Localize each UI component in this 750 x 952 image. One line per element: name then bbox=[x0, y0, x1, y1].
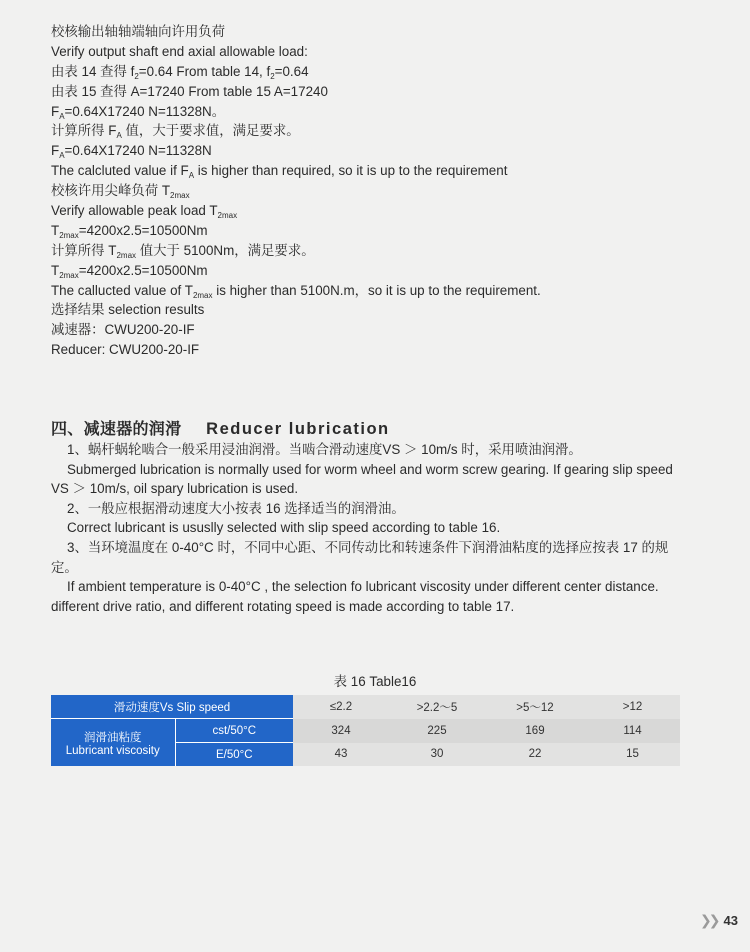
calc-line bbox=[51, 261, 701, 281]
calc-line: 减速器：CWU200-20-IF bbox=[51, 322, 195, 338]
calc-text: 值，大于要求值，满足要求。 bbox=[121, 123, 300, 139]
calc-line bbox=[51, 161, 701, 181]
table-cell: 114 bbox=[585, 719, 680, 743]
section-title-cn: 四、减速器的润滑 bbox=[51, 421, 182, 438]
section-title bbox=[51, 416, 390, 439]
table-cell: 43 bbox=[293, 743, 389, 767]
para-2-en: Correct lubricant is ususlly selected with slip speed according to table 16. bbox=[67, 520, 501, 536]
table-cell: 169 bbox=[485, 719, 585, 743]
viscosity-header-cn: 润滑油粘度 bbox=[84, 731, 142, 744]
subscript: A bbox=[59, 151, 65, 161]
table-row bbox=[51, 719, 680, 743]
calculation-block bbox=[51, 22, 701, 360]
calc-text: F bbox=[51, 103, 60, 119]
calc-text: T bbox=[51, 262, 60, 278]
para-3-cn: 3、当环境温度在 0-40°C 时，不同中心距、不同传动比和转速条件下润滑油粘度的选择应按表 17 的规定。 bbox=[51, 539, 669, 575]
calc-line bbox=[51, 281, 701, 301]
double-chevron-icon: ❯❯ bbox=[700, 912, 718, 928]
calc-text: 计算所得 F bbox=[51, 123, 117, 139]
calc-text: 校核许用尖峰负荷 T bbox=[51, 183, 171, 199]
viscosity-header-en: Lubricant viscosity bbox=[65, 744, 160, 757]
calc-line: 选择结果 selection results bbox=[51, 302, 205, 318]
slip-speed-header: 滑动速度Vs Slip speed bbox=[51, 695, 293, 719]
calc-text: 值大于 5100Nm，满足要求。 bbox=[136, 242, 315, 258]
lubrication-paragraphs bbox=[51, 440, 683, 616]
calc-text: =0.64X17240 N=11328N。 bbox=[64, 103, 226, 119]
calc-line: Reducer: CWU200-20-IF bbox=[51, 342, 200, 358]
calc-line bbox=[51, 221, 701, 241]
table-cell: >5～12 bbox=[485, 695, 585, 719]
calc-line: Verify output shaft end axial allowable load: bbox=[51, 43, 308, 59]
subscript: 2max bbox=[59, 230, 79, 240]
subscript: 2max bbox=[170, 191, 190, 201]
table-cell: 30 bbox=[389, 743, 485, 767]
calc-line bbox=[51, 181, 701, 201]
calc-text: =0.64X17240 N=11328N bbox=[64, 143, 212, 159]
viscosity-header bbox=[51, 719, 175, 767]
calc-text: T bbox=[51, 222, 60, 238]
para-1-en: Submerged lubrication is normally used for worm wheel and worm screw gearing. If gearing slip speed VS ＞ 10m/s, oil spary lubrication is used. bbox=[51, 461, 673, 497]
table-cell: 225 bbox=[389, 719, 485, 743]
subscript: 2max bbox=[116, 250, 137, 260]
subscript: 2max bbox=[192, 290, 213, 300]
para-1-cn: 1、蜗杆蜗轮啮合一般采用浸油润滑。当啮合滑动速度VS ＞ 10m/s 时，采用喷油润滑。 bbox=[67, 442, 582, 457]
page-footer bbox=[700, 912, 738, 929]
table-row bbox=[51, 695, 680, 719]
table-cell: 15 bbox=[585, 743, 680, 767]
calc-line bbox=[51, 141, 701, 161]
calc-text: is higher than required, so it is up to the requirement bbox=[194, 163, 508, 179]
subscript: 2 bbox=[270, 71, 275, 81]
calc-text: is higher than 5100N.m，so it is up to the requirement. bbox=[212, 282, 541, 298]
calc-text: =4200x2.5=10500Nm bbox=[78, 222, 208, 238]
table-caption: 表 16 Table16 bbox=[333, 674, 417, 689]
subscript: 2max bbox=[59, 270, 79, 280]
table-cell: 22 bbox=[485, 743, 585, 767]
calc-line bbox=[51, 62, 701, 82]
calc-line bbox=[51, 201, 701, 221]
table-cell: >2.2～5 bbox=[389, 695, 485, 719]
lubricant-table bbox=[51, 695, 680, 766]
subscript: 2 bbox=[134, 71, 139, 81]
subscript: 2max bbox=[217, 211, 238, 221]
calc-text: 计算所得 T bbox=[51, 242, 117, 258]
calc-text: =0.64 bbox=[274, 63, 309, 79]
calc-text: The calcluted value if F bbox=[51, 163, 189, 179]
para-2-cn: 2、一般应根据滑动速度大小按表 16 选择适当的润滑油。 bbox=[67, 500, 405, 516]
calc-text: Verify allowable peak load T bbox=[51, 203, 218, 219]
calc-line bbox=[51, 121, 701, 141]
calc-text: The callucted value of T bbox=[51, 282, 193, 298]
page-number: 43 bbox=[723, 913, 738, 928]
table-cell: 324 bbox=[293, 719, 389, 743]
calc-line bbox=[51, 102, 701, 122]
calc-line: 由表 15 查得 A=17240 From table 15 A=17240 bbox=[51, 83, 328, 99]
unit-cell: cst/50°C bbox=[175, 719, 293, 743]
calc-text: 由表 14 查得 f bbox=[51, 63, 135, 79]
subscript: A bbox=[116, 131, 122, 141]
calc-line: 校核输出轴轴端轴向许用负荷 bbox=[51, 24, 226, 39]
para-3-en: If ambient temperature is 0-40°C , the selection fo lubricant viscosity under different center distance. different drive ratio, and different rotating speed is made according to table 17. bbox=[51, 579, 659, 614]
calc-text: =4200x2.5=10500Nm bbox=[78, 262, 208, 278]
section-title-en: Reducer lubrication bbox=[206, 420, 390, 438]
calc-line bbox=[51, 241, 701, 261]
calc-text: F bbox=[51, 143, 60, 159]
table-cell: >12 bbox=[585, 695, 680, 719]
subscript: A bbox=[188, 171, 195, 181]
table-cell: ≤2.2 bbox=[293, 695, 389, 719]
calc-text: =0.64 From table 14, f bbox=[138, 63, 271, 79]
subscript: A bbox=[59, 111, 65, 121]
unit-cell: E/50°C bbox=[175, 743, 293, 767]
